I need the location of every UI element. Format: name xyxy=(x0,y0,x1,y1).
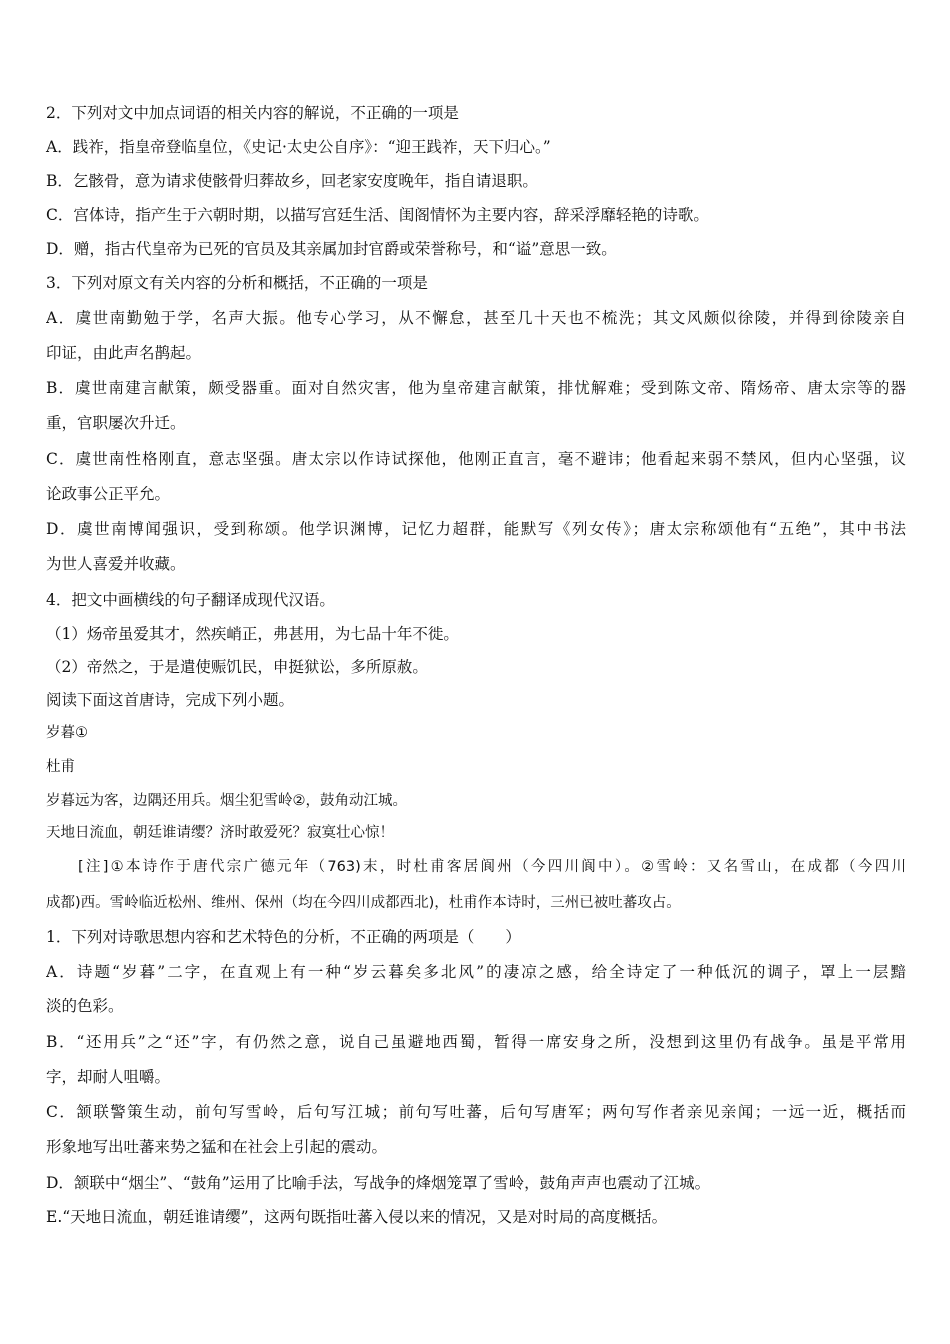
question-3-option-c-cont: 论政事公正平允。 xyxy=(46,485,171,503)
poem-question-option-b: B．“还用兵”之“还”字，有仍然之意，说自己虽避地西蜀，暂得一席安身之所，没想到这里仍有战争。虽是平常用 xyxy=(46,1033,906,1051)
question-3-option-d: D．虞世南博闻强识，受到称颂。他学识渊博，记忆力超群，能默写《列女传》；唐太宗称颂他有“五绝”，其中书法 xyxy=(46,520,906,538)
poem-line-1: 岁暮远为客，边隅还用兵。烟尘犯雪岭②，鼓角动江城。 xyxy=(46,793,407,809)
question-2-option-c: C．宫体诗，指产生于六朝时期，以描写宫廷生活、闺阁情怀为主要内容，辞采浮靡轻艳的诗歌。 xyxy=(46,206,709,224)
poem-question-option-c-cont: 形象地写出吐蕃来势之猛和在社会上引起的震动。 xyxy=(46,1138,388,1156)
poem-title: 岁暮① xyxy=(46,725,88,741)
question-4-sentence-2: （2）帝然之，于是遣使赈饥民，申挺狱讼，多所原赦。 xyxy=(46,658,428,676)
question-3-option-a-cont: 印证，由此声名鹊起。 xyxy=(46,344,202,362)
poem-question-option-d: D．颔联中“烟尘”、“鼓角”运用了比喻手法，写战争的烽烟笼罩了雪岭，鼓角声声也震动了江城。 xyxy=(46,1174,711,1192)
poem-question-option-a-cont: 淡的色彩。 xyxy=(46,997,124,1015)
poem-note: [注]①本诗作于唐代宗广德元年（763)末，时杜甫客居阆州（今四川阆中）。②雪岭：又名雪山，在成都（今四川 xyxy=(78,859,906,875)
poem-author: 杜甫 xyxy=(46,759,75,775)
question-3-option-b: B．虞世南建言献策，颇受器重。面对自然灾害，他为皇帝建言献策，排忧解难；受到陈文帝、隋炀帝、唐太宗等的器 xyxy=(46,379,906,397)
poem-question-option-a: A．诗题“岁暮”二字，在直观上有一种“岁云暮矣多北风”的凄凉之感，给全诗定了一种低沉的调子，罩上一层黯 xyxy=(46,963,906,981)
question-2-stem: 2．下列对文中加点词语的相关内容的解说，不正确的一项是 xyxy=(46,104,459,122)
question-3-option-a: A．虞世南勤勉于学，名声大振。他专心学习，从不懈怠，甚至几十天也不梳洗；其文风颇似徐陵，并得到徐陵亲自 xyxy=(46,309,906,327)
question-2-option-d: D．赠，指古代皇帝为已死的官员及其亲属加封官爵或荣誉称号，和“谥”意思一致。 xyxy=(46,240,617,258)
question-2-option-a: A．践祚，指皇帝登临皇位，《史记·太史公自序》：“迎王践祚，天下归心。” xyxy=(46,138,551,156)
question-3-option-c: C．虞世南性格刚直，意志坚强。唐太宗以作诗试探他，他刚正直言，毫不避讳；他看起来弱不禁风，但内心坚强，议 xyxy=(46,450,906,468)
question-3-option-b-cont: 重，官职屡次升迁。 xyxy=(46,414,186,432)
poem-line-2: 天地日流血，朝廷谁请缨？济时敢爱死？寂寞壮心惊！ xyxy=(46,825,394,841)
question-3-stem: 3．下列对原文有关内容的分析和概括，不正确的一项是 xyxy=(46,274,428,292)
poem-question-option-b-cont: 字，却耐人咀嚼。 xyxy=(46,1068,171,1086)
poem-question-1-stem: 1．下列对诗歌思想内容和艺术特色的分析，不正确的两项是（ ） xyxy=(46,928,521,946)
poem-question-option-e: E.“天地日流血，朝廷谁请缨”，这两句既指吐蕃入侵以来的情况，又是对时局的高度概括。 xyxy=(46,1208,668,1226)
question-4-sentence-1: （1）炀帝虽爱其才，然疾峭正，弗甚用，为七品十年不徙。 xyxy=(46,625,459,643)
question-3-option-d-cont: 为世人喜爱并收藏。 xyxy=(46,555,186,573)
poem-question-option-c: C．颔联警策生动，前句写雪岭，后句写江城；前句写吐蕃，后句写唐军；两句写作者亲见亲闻；一远一近，概括而 xyxy=(46,1103,906,1121)
poem-note-cont: 成都)西。雪岭临近松州、维州、保州（均在今四川成都西北)，杜甫作本诗时，三州已被吐蕃攻占。 xyxy=(46,895,681,911)
reading-intro: 阅读下面这首唐诗，完成下列小题。 xyxy=(46,691,295,709)
question-4-stem: 4．把文中画横线的句子翻译成现代汉语。 xyxy=(46,591,335,609)
question-2-option-b: B．乞骸骨，意为请求使骸骨归葬故乡，回老家安度晚年，指自请退职。 xyxy=(46,172,538,190)
